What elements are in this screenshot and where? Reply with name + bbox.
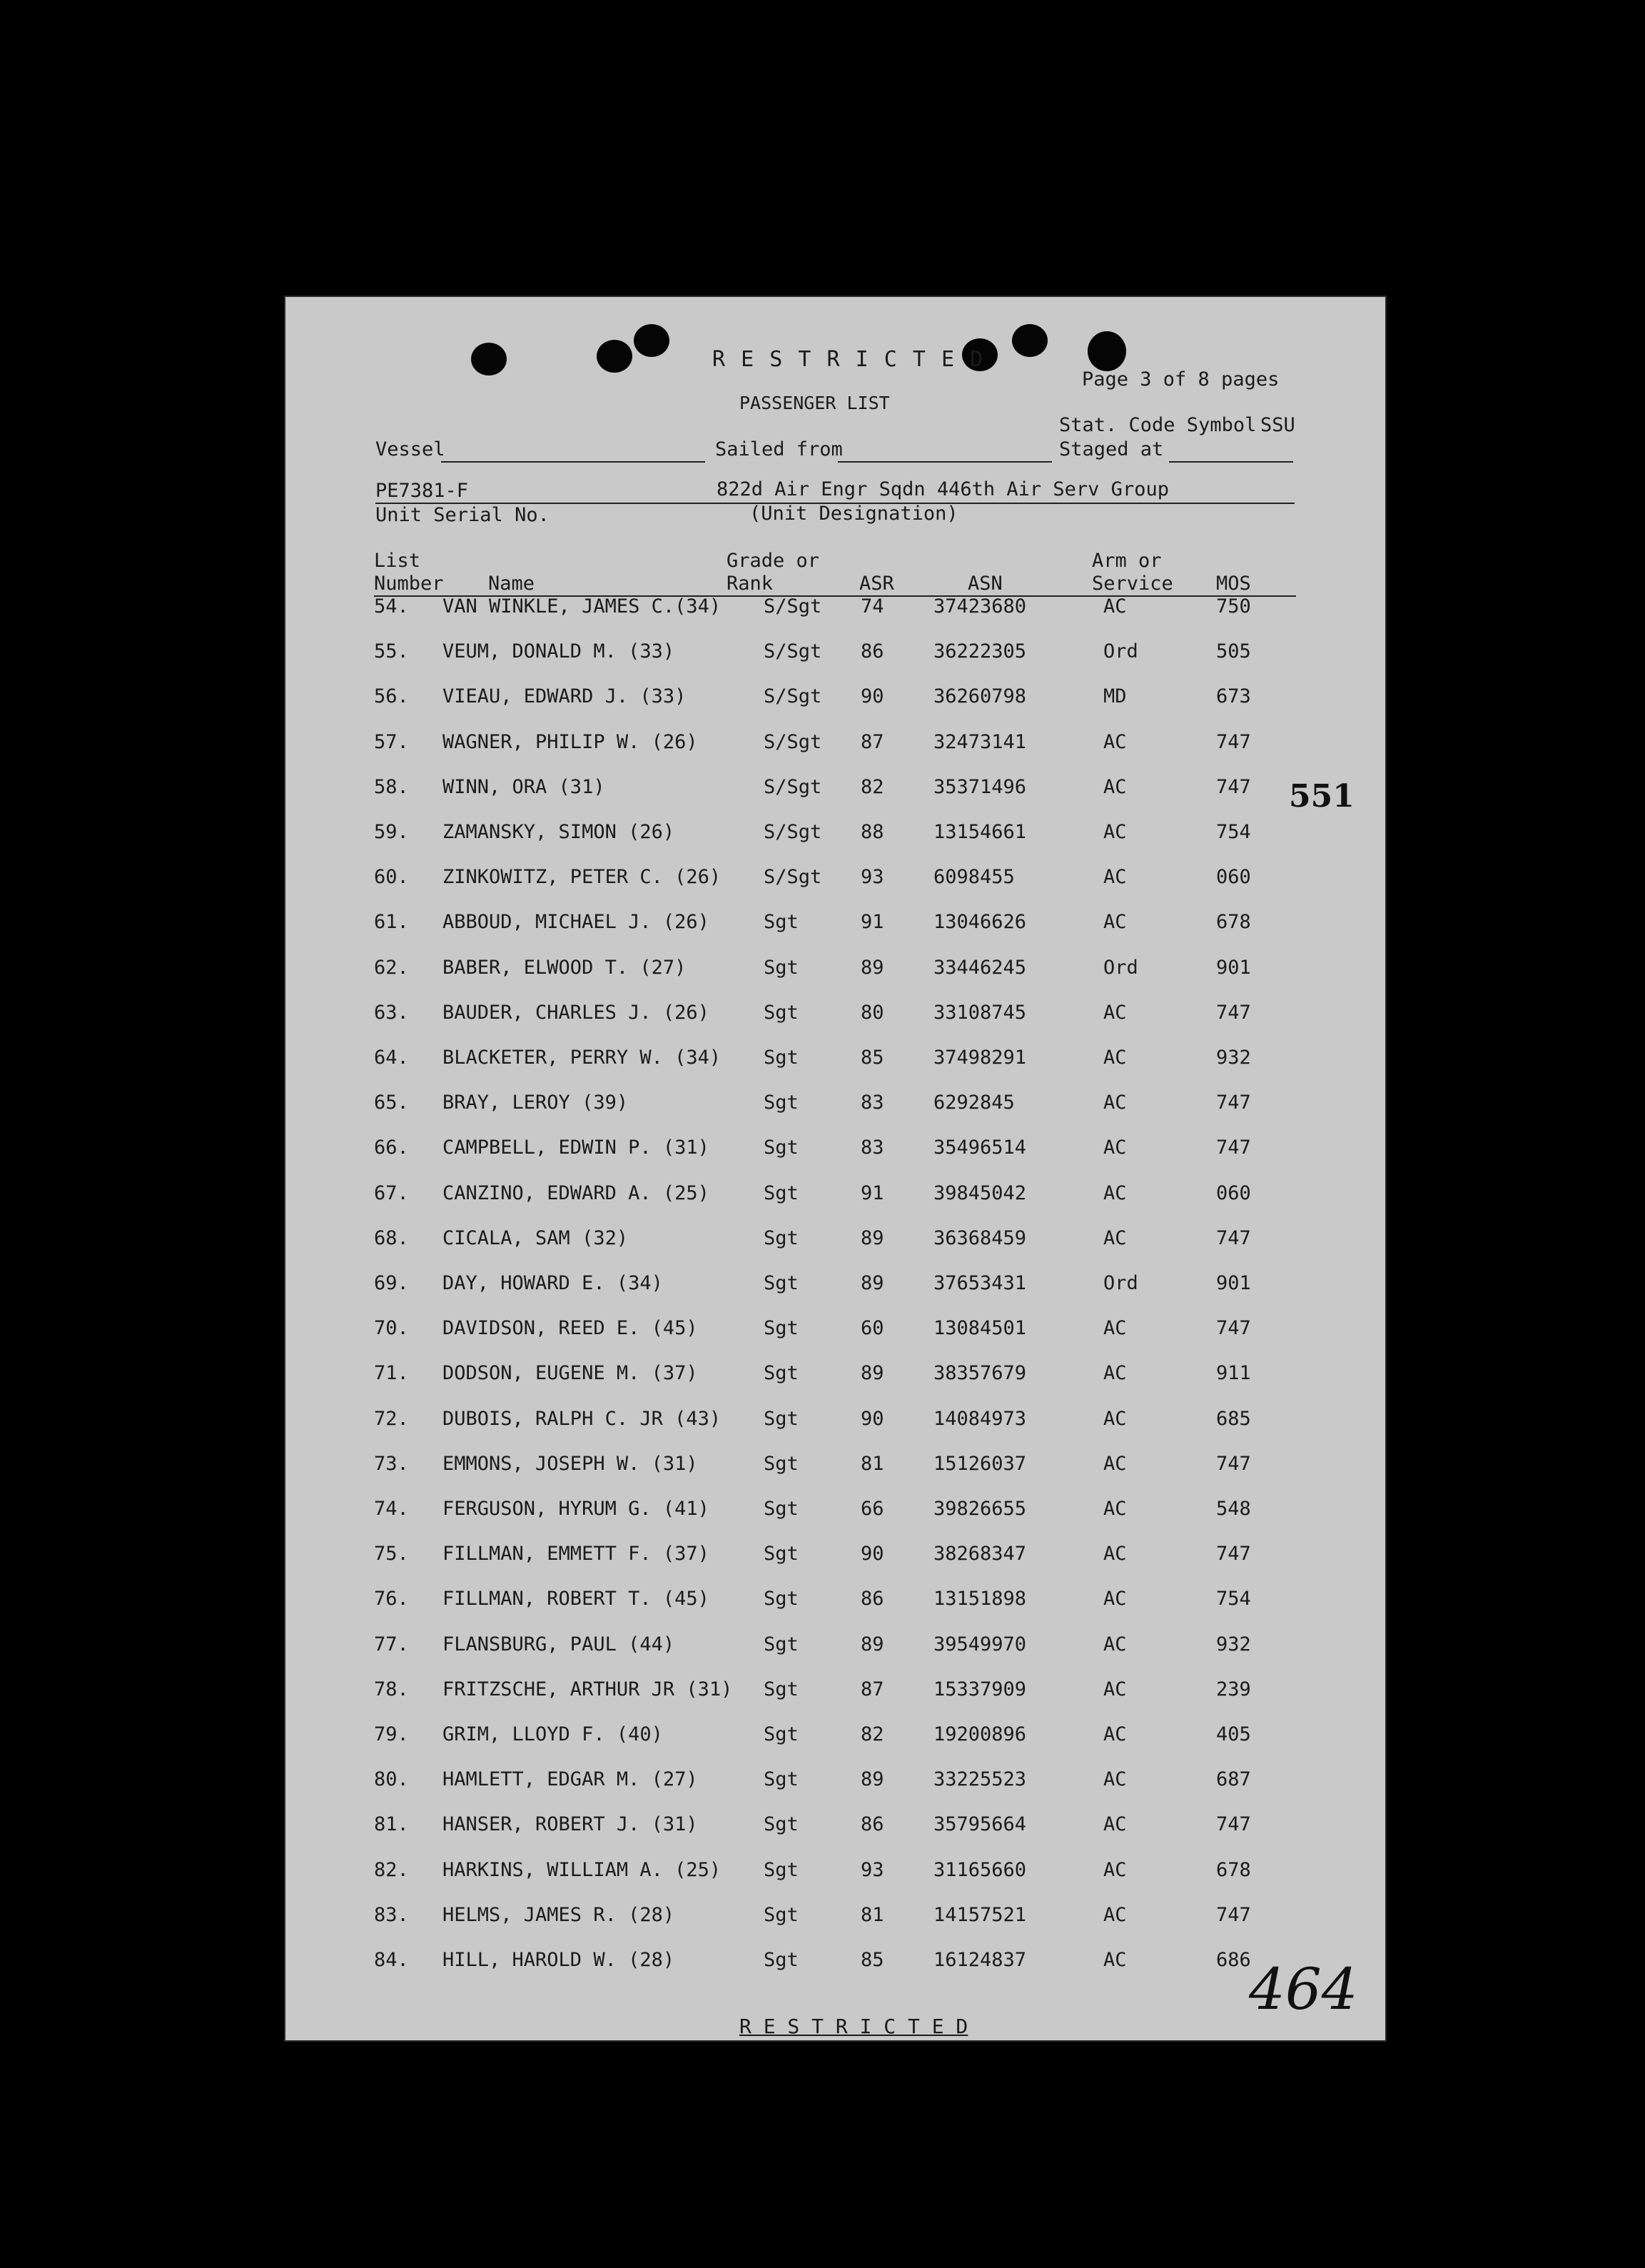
list-number-cell: 71. — [374, 1362, 409, 1385]
restricted-top: R E S T R I C T E D — [712, 347, 985, 372]
list-number-cell: 75. — [374, 1543, 409, 1566]
mos-cell: 239 — [1216, 1678, 1251, 1700]
page-title: PASSENGER LIST — [739, 393, 890, 413]
mos-cell: 678 — [1216, 911, 1251, 934]
list-number-cell: 65. — [374, 1092, 409, 1114]
asr-cell: 90 — [861, 1407, 884, 1430]
passenger-name-cell: HELMS, JAMES R. (28) — [442, 1903, 675, 1926]
col-asn: ASN — [968, 573, 1003, 595]
list-number-cell: 82. — [374, 1858, 409, 1881]
passenger-name-cell: VIEAU, EDWARD J. (33) — [442, 685, 687, 708]
sailed-from-label: Sailed from — [715, 438, 843, 460]
passenger-name-cell: EMMONS, JOSEPH W. (31) — [442, 1452, 698, 1475]
arm-service-cell: AC — [1103, 1181, 1127, 1204]
passenger-name-cell: HAMLETT, EDGAR M. (27) — [442, 1768, 698, 1791]
table-row — [284, 1317, 1387, 1346]
asr-cell: 66 — [861, 1498, 884, 1520]
passenger-name-cell: ZINKOWITZ, PETER C. (26) — [442, 866, 722, 889]
arm-service-cell: Ord — [1103, 1272, 1138, 1294]
passenger-name-cell: ZAMANSKY, SIMON (26) — [442, 821, 675, 843]
grade-cell: Sgt — [764, 1768, 799, 1791]
arm-service-cell: AC — [1103, 911, 1127, 934]
table-row — [284, 1362, 1387, 1391]
asr-cell: 89 — [861, 1768, 884, 1791]
passenger-name-cell: HANSER, ROBERT J. (31) — [442, 1813, 698, 1836]
arm-service-cell: MD — [1103, 685, 1127, 708]
grade-cell: Sgt — [764, 1181, 799, 1204]
grade-cell: Sgt — [764, 1136, 799, 1159]
grade-cell: S/Sgt — [764, 866, 822, 889]
arm-service-cell: AC — [1103, 1001, 1127, 1024]
table-row — [284, 595, 1387, 624]
table-row — [284, 821, 1387, 850]
list-number-cell: 69. — [374, 1272, 409, 1294]
table-row — [284, 1453, 1387, 1481]
table-row — [284, 1949, 1387, 1977]
grade-cell: Sgt — [764, 1498, 799, 1520]
punch-hole — [634, 324, 669, 357]
asr-cell: 87 — [861, 1678, 884, 1700]
grade-cell: S/Sgt — [764, 775, 822, 798]
arm-service-cell: AC — [1103, 730, 1127, 753]
asr-cell: 93 — [861, 1858, 884, 1881]
mos-cell: 678 — [1216, 1858, 1251, 1881]
asn-cell: 14157521 — [933, 1903, 1027, 1926]
list-number-cell: 55. — [374, 640, 409, 663]
asn-cell: 6098455 — [933, 866, 1015, 889]
grade-cell: Sgt — [764, 1543, 799, 1566]
table-row — [284, 1047, 1387, 1075]
mos-cell: 901 — [1216, 956, 1251, 979]
asr-cell: 83 — [861, 1136, 884, 1159]
mos-cell: 747 — [1216, 1001, 1251, 1024]
mos-cell: 932 — [1216, 1047, 1251, 1069]
arm-service-cell: AC — [1103, 866, 1127, 889]
asn-cell: 38268347 — [933, 1543, 1027, 1566]
asr-cell: 88 — [861, 821, 884, 843]
table-row — [284, 1498, 1387, 1526]
passenger-name-cell: CICALA, SAM (32) — [442, 1226, 629, 1249]
unit-serial-value: PE7381-F — [375, 480, 469, 502]
mos-cell: 747 — [1216, 1092, 1251, 1114]
list-number-cell: 67. — [374, 1181, 409, 1204]
stat-code-label: Stat. Code Symbol — [1059, 414, 1257, 436]
col-name: Name — [488, 573, 535, 595]
passenger-name-cell: HARKINS, WILLIAM A. (25) — [442, 1858, 722, 1881]
list-number-cell: 62. — [374, 956, 409, 979]
list-number-cell: 58. — [374, 775, 409, 798]
list-number-cell: 76. — [374, 1588, 409, 1611]
asr-cell: 83 — [861, 1092, 884, 1114]
asr-cell: 93 — [861, 866, 884, 889]
table-row — [284, 866, 1387, 894]
passenger-name-cell: CANZINO, EDWARD A. (25) — [442, 1181, 709, 1204]
passenger-name-cell: ABBOUD, MICHAEL J. (26) — [442, 911, 709, 934]
list-number-cell: 63. — [374, 1001, 409, 1024]
mos-cell: 747 — [1216, 1903, 1251, 1926]
arm-service-cell: AC — [1103, 1633, 1127, 1655]
passenger-name-cell: DUBOIS, RALPH C. JR (43) — [442, 1407, 722, 1430]
list-number-cell: 77. — [374, 1633, 409, 1655]
asn-cell: 16124837 — [933, 1949, 1027, 1971]
asn-cell: 19200896 — [933, 1723, 1027, 1745]
mos-cell: 405 — [1216, 1723, 1251, 1745]
grade-cell: Sgt — [764, 1452, 799, 1475]
asr-cell: 86 — [861, 1588, 884, 1611]
asn-cell: 33446245 — [933, 956, 1027, 979]
asn-cell: 32473141 — [933, 730, 1027, 753]
table-row — [284, 1723, 1387, 1752]
arm-service-cell: AC — [1103, 1903, 1127, 1926]
asn-cell: 36368459 — [933, 1226, 1027, 1249]
grade-cell: Sgt — [764, 956, 799, 979]
asr-cell: 89 — [861, 1362, 884, 1385]
table-row — [284, 1633, 1387, 1662]
list-number-cell: 83. — [374, 1903, 409, 1926]
asn-cell: 13046626 — [933, 911, 1027, 934]
col-grade-1: Grade or — [727, 550, 820, 572]
arm-service-cell: AC — [1103, 1768, 1127, 1791]
list-number-cell: 79. — [374, 1723, 409, 1745]
arm-service-cell: AC — [1103, 1813, 1127, 1836]
grade-cell: Sgt — [764, 1678, 799, 1700]
mos-cell: 673 — [1216, 685, 1251, 708]
passenger-name-cell: BAUDER, CHARLES J. (26) — [442, 1001, 709, 1024]
grade-cell: S/Sgt — [764, 685, 822, 708]
staged-at-label: Staged at — [1059, 438, 1164, 460]
mos-cell: 505 — [1216, 640, 1251, 663]
asn-cell: 33108745 — [933, 1001, 1027, 1024]
list-number-cell: 56. — [374, 685, 409, 708]
list-number-cell: 61. — [374, 911, 409, 934]
grade-cell: Sgt — [764, 1723, 799, 1745]
asr-cell: 91 — [861, 911, 884, 934]
restricted-bottom: R E S T R I C T E D — [739, 2015, 968, 2038]
passenger-name-cell: FLANSBURG, PAUL (44) — [442, 1633, 675, 1655]
list-number-cell: 80. — [374, 1768, 409, 1791]
grade-cell: Sgt — [764, 1949, 799, 1971]
passenger-name-cell: DODSON, EUGENE M. (37) — [442, 1362, 698, 1385]
list-number-cell: 64. — [374, 1047, 409, 1069]
passenger-name-cell: DAVIDSON, REED E. (45) — [442, 1317, 698, 1340]
asn-cell: 36260798 — [933, 685, 1027, 708]
arm-service-cell: AC — [1103, 1226, 1127, 1249]
list-number-cell: 84. — [374, 1949, 409, 1971]
arm-service-cell: AC — [1103, 1588, 1127, 1611]
grade-cell: S/Sgt — [764, 730, 822, 753]
page-number: Page 3 of 8 pages — [1082, 368, 1280, 390]
mos-cell: 911 — [1216, 1362, 1251, 1385]
passenger-name-cell: CAMPBELL, EDWIN P. (31) — [442, 1136, 709, 1159]
grade-cell: Sgt — [764, 1047, 799, 1069]
asn-cell: 33225523 — [933, 1768, 1027, 1791]
passenger-name-cell: DAY, HOWARD E. (34) — [442, 1272, 663, 1294]
passenger-list-page — [284, 296, 1387, 2042]
asr-cell: 86 — [861, 1813, 884, 1836]
arm-service-cell: AC — [1103, 1092, 1127, 1114]
table-row — [284, 1813, 1387, 1842]
arm-service-cell: AC — [1103, 595, 1127, 618]
asn-cell: 35371496 — [933, 775, 1027, 798]
passenger-name-cell: HILL, HAROLD W. (28) — [442, 1949, 675, 1971]
table-row — [284, 640, 1387, 669]
grade-cell: S/Sgt — [764, 640, 822, 663]
mos-cell: 754 — [1216, 821, 1251, 843]
table-row — [284, 1904, 1387, 1932]
arm-service-cell: AC — [1103, 1136, 1127, 1159]
grade-cell: Sgt — [764, 1092, 799, 1114]
sailed-from-line — [838, 461, 1052, 463]
punch-hole — [1088, 331, 1126, 371]
asn-cell: 14084973 — [933, 1407, 1027, 1430]
page-stamp-number: 551 — [1289, 778, 1355, 815]
passenger-name-cell: BLACKETER, PERRY W. (34) — [442, 1047, 722, 1069]
asr-cell: 90 — [861, 1543, 884, 1566]
asr-cell: 82 — [861, 1723, 884, 1745]
arm-service-cell: Ord — [1103, 956, 1138, 979]
vessel-line — [441, 461, 705, 463]
col-arm-2: Service — [1092, 573, 1173, 595]
mos-cell: 747 — [1216, 1317, 1251, 1340]
list-number-cell: 57. — [374, 730, 409, 753]
asr-cell: 91 — [861, 1181, 884, 1204]
grade-cell: Sgt — [764, 1813, 799, 1836]
asr-cell: 90 — [861, 685, 884, 708]
table-row — [284, 1092, 1387, 1120]
list-number-cell: 66. — [374, 1136, 409, 1159]
grade-cell: Sgt — [764, 1407, 799, 1430]
table-row — [284, 1227, 1387, 1256]
arm-service-cell: AC — [1103, 821, 1127, 843]
list-number-cell: 70. — [374, 1317, 409, 1340]
passenger-name-cell: FILLMAN, EMMETT F. (37) — [442, 1543, 709, 1566]
asn-cell: 6292845 — [933, 1092, 1015, 1114]
passenger-name-cell: VEUM, DONALD M. (33) — [442, 640, 675, 663]
asn-cell: 37423680 — [933, 595, 1027, 618]
table-row — [284, 685, 1387, 714]
table-row — [284, 1182, 1387, 1211]
table-row — [284, 1588, 1387, 1616]
passenger-name-cell: BRAY, LEROY (39) — [442, 1092, 629, 1114]
col-asr: ASR — [859, 573, 894, 595]
passenger-name-cell: FRITZSCHE, ARTHUR JR (31) — [442, 1678, 733, 1700]
staged-at-line — [1169, 461, 1293, 463]
table-row — [284, 1678, 1387, 1707]
asn-cell: 39549970 — [933, 1633, 1027, 1655]
asr-cell: 89 — [861, 956, 884, 979]
asn-cell: 36222305 — [933, 640, 1027, 663]
asr-cell: 85 — [861, 1949, 884, 1971]
arm-service-cell: AC — [1103, 1452, 1127, 1475]
passenger-name-cell: VAN WINKLE, JAMES C.(34) — [442, 595, 722, 618]
punch-hole — [471, 343, 507, 376]
passenger-name-cell: BABER, ELWOOD T. (27) — [442, 956, 687, 979]
mos-cell: 060 — [1216, 1181, 1251, 1204]
list-number-cell: 59. — [374, 821, 409, 843]
mos-cell: 747 — [1216, 1813, 1251, 1836]
table-row — [284, 1408, 1387, 1436]
asn-cell: 13084501 — [933, 1317, 1027, 1340]
grade-cell: Sgt — [764, 1903, 799, 1926]
table-row — [284, 1543, 1387, 1571]
table-row — [284, 1272, 1387, 1301]
mos-cell: 747 — [1216, 1226, 1251, 1249]
asn-cell: 39826655 — [933, 1498, 1027, 1520]
list-number-cell: 73. — [374, 1452, 409, 1475]
mos-cell: 747 — [1216, 730, 1251, 753]
list-number-cell: 72. — [374, 1407, 409, 1430]
mos-cell: 747 — [1216, 1136, 1251, 1159]
asr-cell: 86 — [861, 640, 884, 663]
mos-cell: 932 — [1216, 1633, 1251, 1655]
passenger-name-cell: FILLMAN, ROBERT T. (45) — [442, 1588, 709, 1611]
arm-service-cell: AC — [1103, 1362, 1127, 1385]
col-arm-1: Arm or — [1092, 550, 1162, 572]
grade-cell: S/Sgt — [764, 595, 822, 618]
asn-cell: 13154661 — [933, 821, 1027, 843]
vessel-label: Vessel — [375, 438, 445, 460]
asr-cell: 60 — [861, 1317, 884, 1340]
table-row — [284, 1136, 1387, 1165]
list-number-cell: 68. — [374, 1226, 409, 1249]
asn-cell: 38357679 — [933, 1362, 1027, 1385]
asn-cell: 35795664 — [933, 1813, 1027, 1836]
list-number-cell: 81. — [374, 1813, 409, 1836]
asr-cell: 85 — [861, 1047, 884, 1069]
grade-cell: S/Sgt — [764, 821, 822, 843]
grade-cell: Sgt — [764, 1272, 799, 1294]
asn-cell: 37653431 — [933, 1272, 1027, 1294]
table-row — [284, 776, 1387, 805]
mos-cell: 685 — [1216, 1407, 1251, 1430]
col-list-number-1: List — [374, 550, 421, 572]
list-number-cell: 54. — [374, 595, 409, 618]
passenger-name-cell: FERGUSON, HYRUM G. (41) — [442, 1498, 709, 1520]
table-row — [284, 731, 1387, 760]
table-row — [284, 1859, 1387, 1888]
mos-cell: 687 — [1216, 1768, 1251, 1791]
table-row — [284, 1768, 1387, 1797]
arm-service-cell: AC — [1103, 1407, 1127, 1430]
asr-cell: 82 — [861, 775, 884, 798]
list-number-cell: 74. — [374, 1498, 409, 1520]
grade-cell: Sgt — [764, 1362, 799, 1385]
mos-cell: 747 — [1216, 1452, 1251, 1475]
mos-cell: 747 — [1216, 1543, 1251, 1566]
table-row — [284, 1002, 1387, 1030]
grade-cell: Sgt — [764, 1588, 799, 1611]
mos-cell: 747 — [1216, 775, 1251, 798]
arm-service-cell: AC — [1103, 1543, 1127, 1566]
asn-cell: 15337909 — [933, 1678, 1027, 1700]
arm-service-cell: AC — [1103, 1723, 1127, 1745]
asr-cell: 80 — [861, 1001, 884, 1024]
table-row — [284, 911, 1387, 939]
asr-cell: 81 — [861, 1452, 884, 1475]
col-grade-2: Rank — [727, 573, 774, 595]
asn-cell: 13151898 — [933, 1588, 1027, 1611]
grade-cell: Sgt — [764, 1858, 799, 1881]
arm-service-cell: AC — [1103, 775, 1127, 798]
asr-cell: 87 — [861, 730, 884, 753]
unit-designation-value: 822d Air Engr Sqdn 446th Air Serv Group — [717, 478, 1169, 500]
unit-designation-label: (Unit Designation) — [749, 503, 958, 525]
grade-cell: Sgt — [764, 1226, 799, 1249]
arm-service-cell: AC — [1103, 1949, 1127, 1971]
punch-hole — [1012, 324, 1048, 357]
grade-cell: Sgt — [764, 911, 799, 934]
arm-service-cell: AC — [1103, 1317, 1127, 1340]
grade-cell: Sgt — [764, 1001, 799, 1024]
list-number-cell: 60. — [374, 866, 409, 889]
asn-cell: 31165660 — [933, 1858, 1027, 1881]
unit-serial-label: Unit Serial No. — [375, 504, 550, 526]
mos-cell: 686 — [1216, 1949, 1251, 1971]
list-number-cell: 78. — [374, 1678, 409, 1700]
table-row — [284, 957, 1387, 985]
arm-service-cell: Ord — [1103, 640, 1138, 663]
mos-cell: 548 — [1216, 1498, 1251, 1520]
punch-hole — [597, 340, 632, 373]
asr-cell: 74 — [861, 595, 884, 618]
mos-cell: 901 — [1216, 1272, 1251, 1294]
arm-service-cell: AC — [1103, 1678, 1127, 1700]
grade-cell: Sgt — [764, 1317, 799, 1340]
mos-cell: 754 — [1216, 1588, 1251, 1611]
asr-cell: 89 — [861, 1633, 884, 1655]
handwritten-number: 464 — [1249, 1956, 1358, 2022]
col-list-number-2: Number — [374, 573, 444, 595]
asr-cell: 89 — [861, 1272, 884, 1294]
asn-cell: 37498291 — [933, 1047, 1027, 1069]
col-mos: MOS — [1216, 573, 1251, 595]
passenger-name-cell: WINN, ORA (31) — [442, 775, 605, 798]
passenger-name-cell: GRIM, LLOYD F. (40) — [442, 1723, 663, 1745]
passenger-name-cell: WAGNER, PHILIP W. (26) — [442, 730, 698, 753]
arm-service-cell: AC — [1103, 1858, 1127, 1881]
mos-cell: 750 — [1216, 595, 1251, 618]
arm-service-cell: AC — [1103, 1498, 1127, 1520]
asn-cell: 35496514 — [933, 1136, 1027, 1159]
mos-cell: 060 — [1216, 866, 1251, 889]
asr-cell: 89 — [861, 1226, 884, 1249]
asr-cell: 81 — [861, 1903, 884, 1926]
stat-code-value: SSU — [1260, 414, 1295, 436]
asn-cell: 39845042 — [933, 1181, 1027, 1204]
arm-service-cell: AC — [1103, 1047, 1127, 1069]
grade-cell: Sgt — [764, 1633, 799, 1655]
asn-cell: 15126037 — [933, 1452, 1027, 1475]
